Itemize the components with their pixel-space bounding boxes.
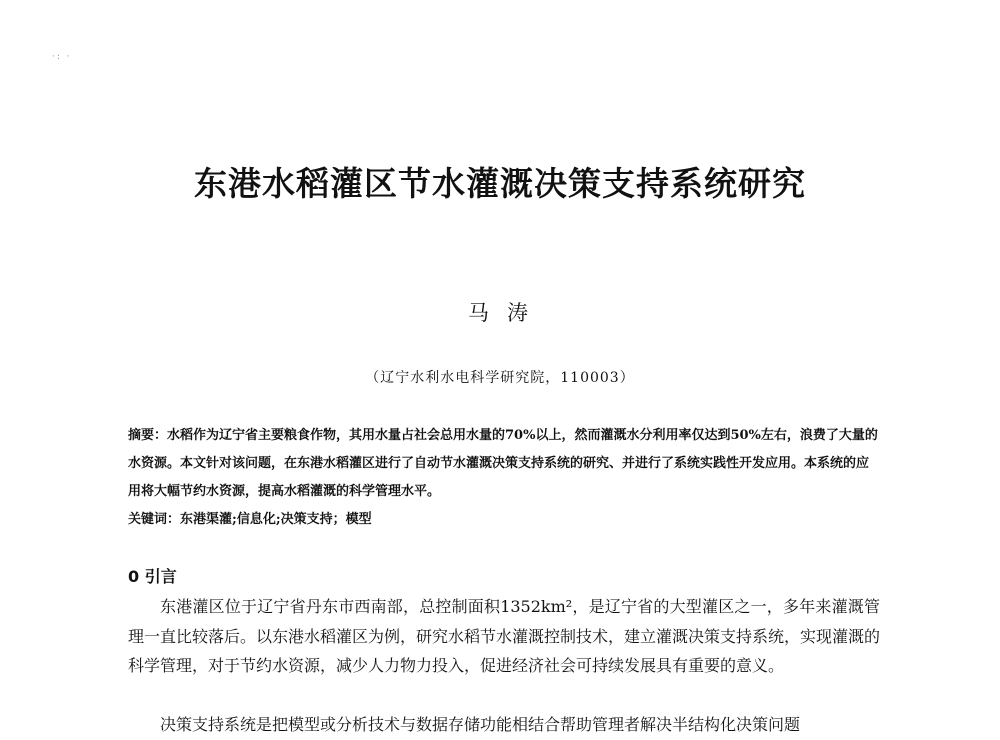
section-heading: 0 引言 xyxy=(128,567,177,586)
abstract xyxy=(128,422,880,506)
keywords-text: 东港渠灌;信息化;决策支持；模型 xyxy=(180,512,372,527)
paper-title: 东港水稻灌区节水灌溉决策支持系统研究 xyxy=(194,164,806,203)
author-affiliation: （辽宁水利水电科学研究院，110003） xyxy=(365,370,635,386)
body-paragraph: 决策支持系统是把模型或分析技术与数据存储功能相结合帮助管理者解决半结构化决策问题 xyxy=(160,715,801,734)
body-paragraph: 东港灌区位于辽宁省丹东市西南部，总控制面积1352km²，是辽宁省的大型灌区之一，多年来灌溉管理一直比较落后。以东港水稻灌区为例，研究水稻节水灌溉控制技术，建立灌溉决策支持系统，实现灌溉的科学管理，对于节约水资源，减少人力物力投入，促进经济社会可持续发展具有重要的意义。 xyxy=(128,597,881,675)
scan-speck: ·: · xyxy=(52,52,72,62)
keywords xyxy=(128,509,880,531)
author-name: 马涛 xyxy=(468,301,546,325)
abstract-text: 水稻作为辽宁省主要粮食作物，其用水量占社会总用水量的70%以上，然而灌溉水分利用率仅达到50%左右，浪费了大量的水资源。本文针对该问题，在东港水稻灌区进行了自动节水灌溉决策支持系统的研究、并进行了系统实践性开发应用。本系统的应用将大幅节约水资源，提高水稻灌溉的科学管理水平。 xyxy=(128,428,878,499)
keywords-label: 关键词： xyxy=(128,512,181,527)
abstract-label: 摘要： xyxy=(128,428,168,443)
